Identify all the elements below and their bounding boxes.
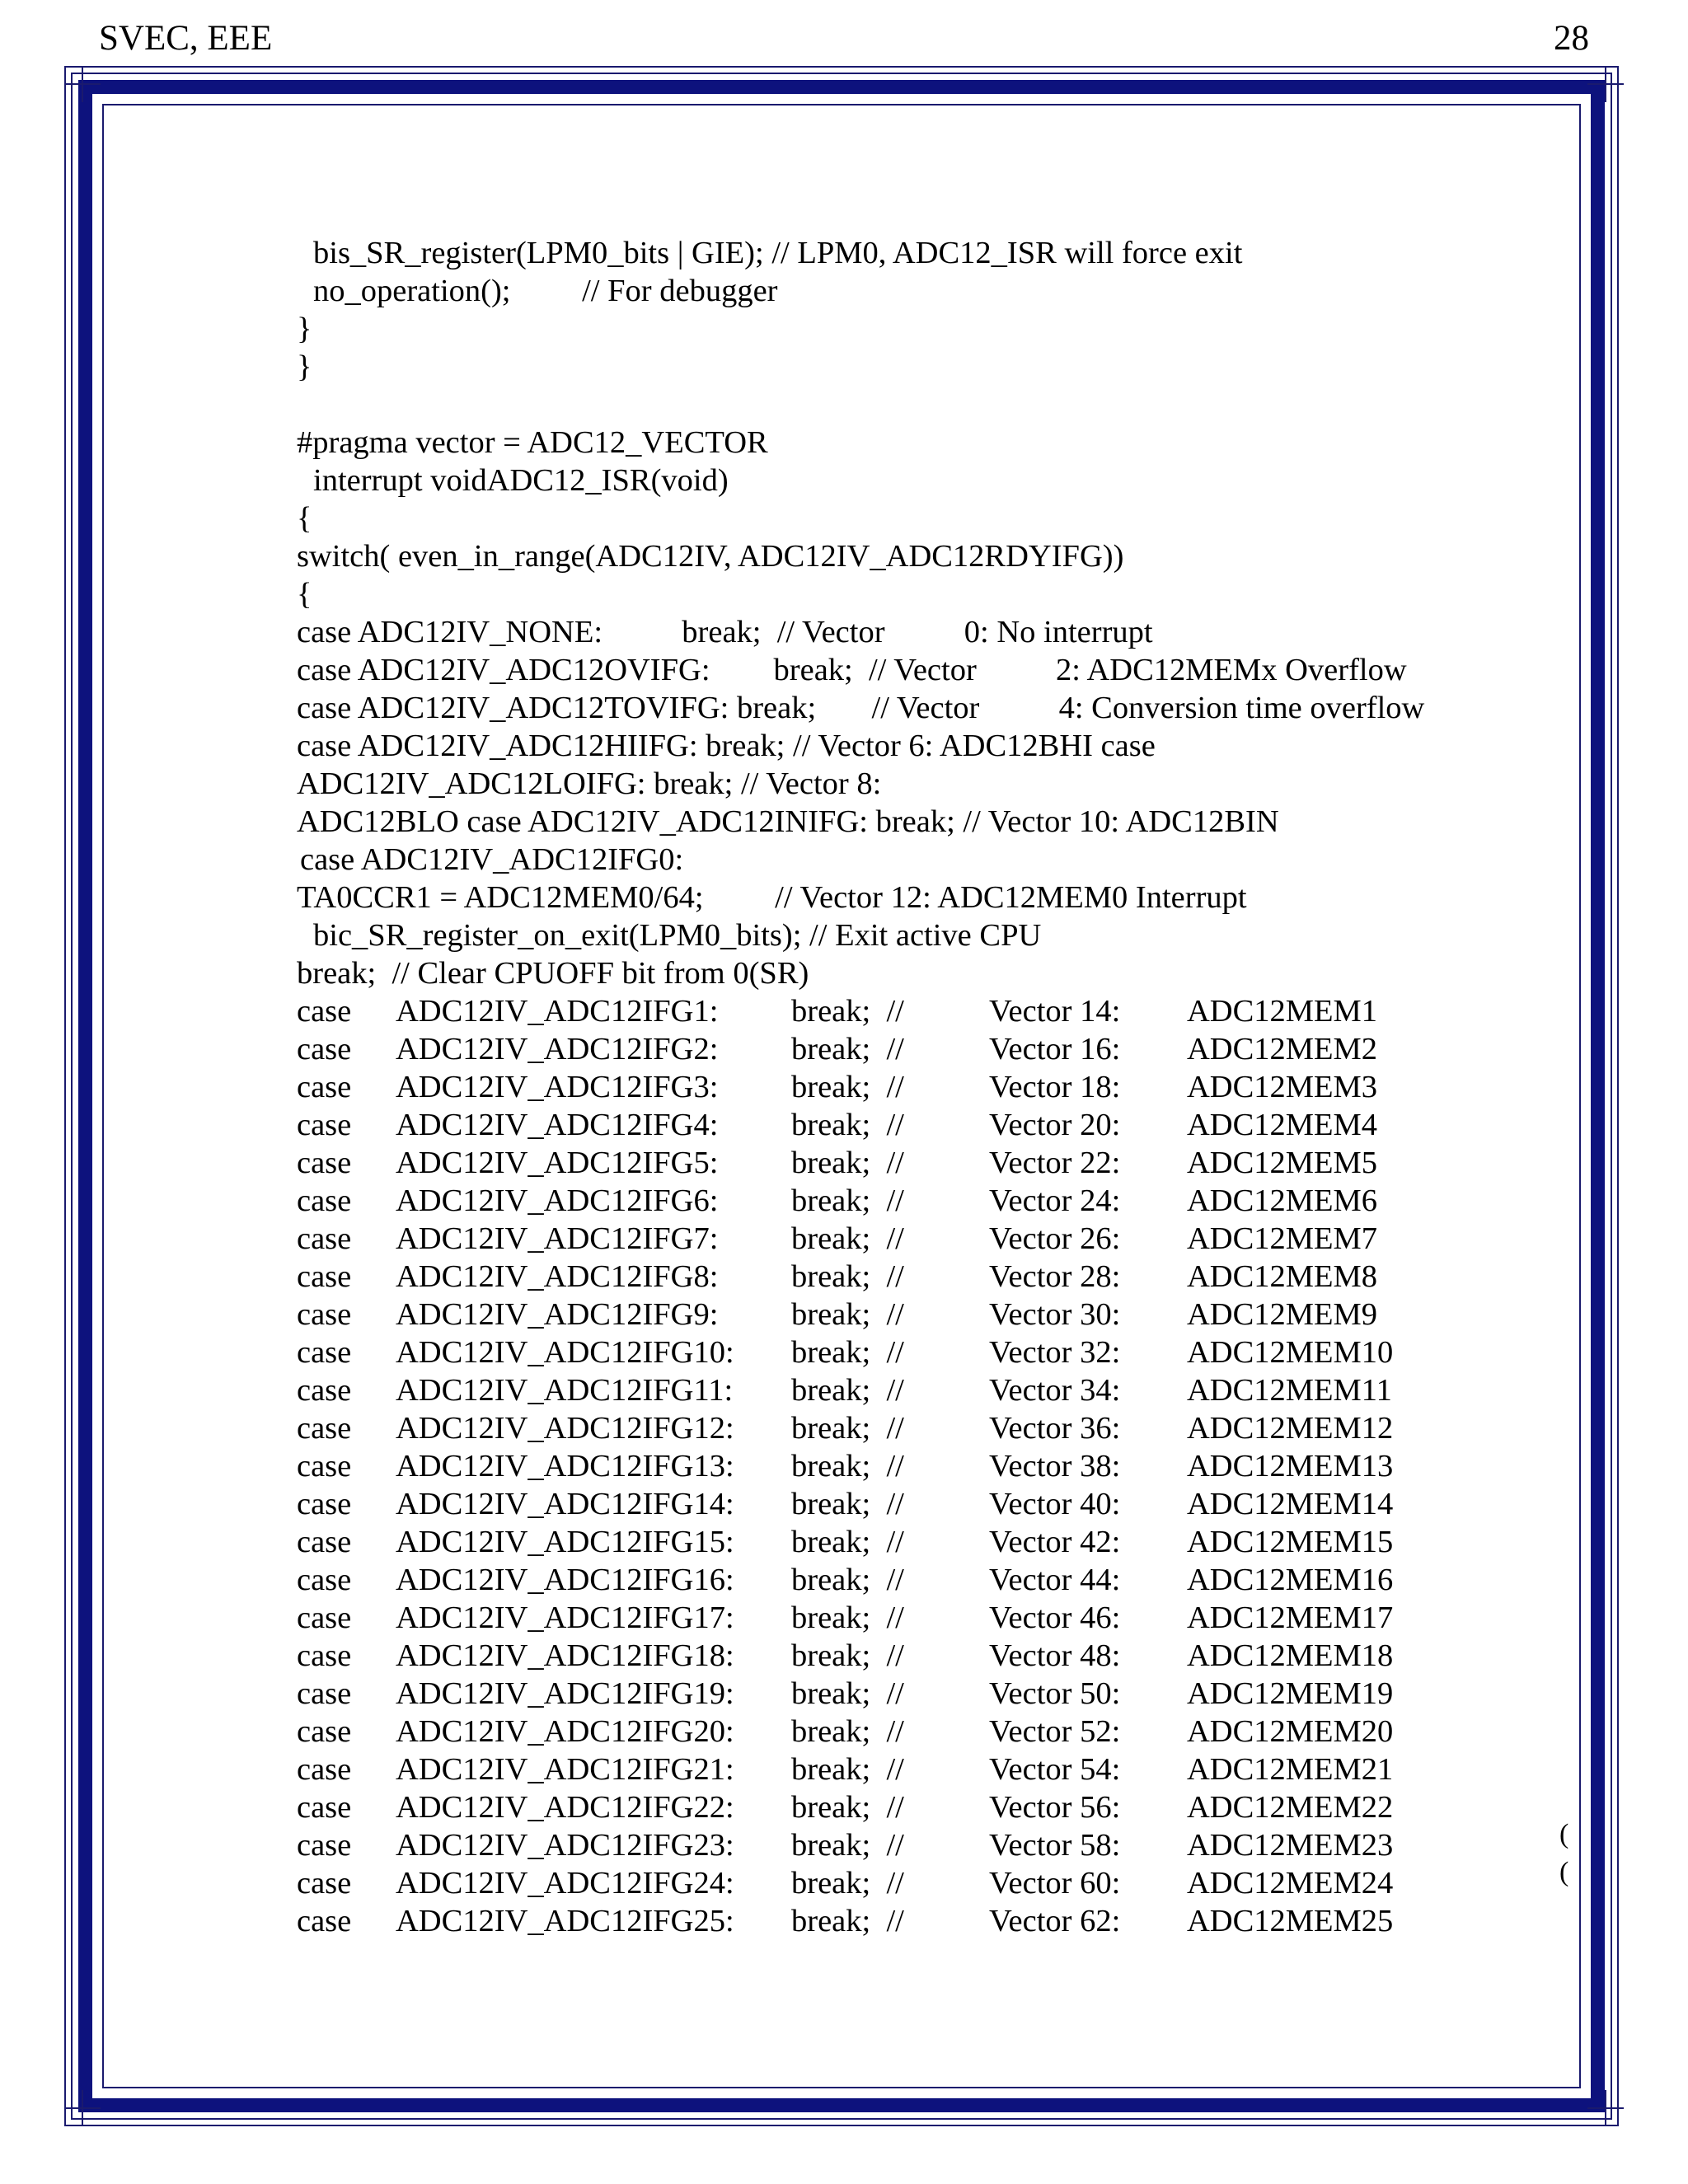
case-label: ADC12IV_ADC12IFG17:	[396, 1601, 734, 1635]
case-label: ADC12IV_ADC12IFG1:	[396, 994, 719, 1029]
case-label: ADC12IV_ADC12IFG21:	[396, 1752, 734, 1787]
code-line: {	[297, 501, 312, 536]
case-keyword: case	[297, 1525, 352, 1559]
case-mem: ADC12MEM23	[1187, 1828, 1394, 1863]
case-label: ADC12IV_ADC12IFG14:	[396, 1487, 734, 1521]
case-keyword: case	[297, 1790, 352, 1825]
blank-line	[297, 386, 1550, 424]
case-mem: ADC12MEM14	[1187, 1487, 1394, 1521]
case-keyword: case	[297, 1449, 352, 1483]
case-label: ADC12IV_ADC12IFG3:	[396, 1070, 719, 1104]
case-mem: ADC12MEM1	[1187, 994, 1378, 1029]
case-vector: Vector 30:	[989, 1297, 1121, 1332]
code-line: bis_SR_register(LPM0_bits | GIE); // LPM0, ADC12_ISR will force exit	[313, 236, 1243, 270]
case-keyword: case	[297, 1221, 352, 1256]
case-vector: Vector 42:	[989, 1525, 1121, 1559]
case-vector: Vector 14:	[989, 994, 1121, 1029]
case-mem: ADC12MEM21	[1187, 1752, 1394, 1787]
case-keyword: case	[297, 1487, 352, 1521]
case-label: ADC12IV_ADC12IFG2:	[396, 1032, 719, 1066]
case-row	[297, 1220, 1550, 1258]
case-row	[297, 1030, 1550, 1068]
case-row	[297, 1902, 1550, 1940]
case-break: break; //	[791, 1563, 904, 1597]
case-keyword: case	[297, 1714, 352, 1749]
case-break: break; //	[791, 1866, 904, 1900]
case-break: break; //	[791, 1221, 904, 1256]
case-mem: ADC12MEM12	[1187, 1411, 1394, 1446]
case-keyword: case	[297, 1070, 352, 1104]
case-keyword: case	[297, 1183, 352, 1218]
case-vector: Vector 48:	[989, 1638, 1121, 1673]
case-keyword: case	[297, 1563, 352, 1597]
case-vector: Vector 46:	[989, 1601, 1121, 1635]
code-line: case ADC12IV_ADC12HIIFG: break; // Vector 6: ADC12BHI case	[297, 729, 1156, 763]
case-keyword: case	[297, 1108, 352, 1142]
case-row	[297, 1258, 1550, 1296]
case-break: break; //	[791, 1183, 904, 1218]
case-label: ADC12IV_ADC12IFG15:	[396, 1525, 734, 1559]
case-label: ADC12IV_ADC12IFG9:	[396, 1297, 719, 1332]
case-row	[297, 1523, 1550, 1561]
case-vector: Vector 44:	[989, 1563, 1121, 1597]
case-label: ADC12IV_ADC12IFG11:	[396, 1373, 734, 1408]
case-break: break; //	[791, 1638, 904, 1673]
case-mem: ADC12MEM13	[1187, 1449, 1394, 1483]
code-line: ADC12IV_ADC12LOIFG: break; // Vector 8:	[297, 766, 882, 801]
case-row	[297, 1371, 1550, 1409]
case-break: break; //	[791, 1259, 904, 1294]
case-keyword: case	[297, 1828, 352, 1863]
code-line: #pragma vector = ADC12_VECTOR	[297, 425, 768, 460]
case-mem: ADC12MEM18	[1187, 1638, 1394, 1673]
case-mem: ADC12MEM5	[1187, 1146, 1378, 1180]
case-label: ADC12IV_ADC12IFG24:	[396, 1866, 734, 1900]
case-mem: ADC12MEM3	[1187, 1070, 1378, 1104]
case-vector: Vector 40:	[989, 1487, 1121, 1521]
case-row	[297, 1182, 1550, 1220]
case-vector: Vector 56:	[989, 1790, 1121, 1825]
case-vector: Vector 28:	[989, 1259, 1121, 1294]
case-mem: ADC12MEM15	[1187, 1525, 1394, 1559]
case-keyword: case	[297, 1297, 352, 1332]
case-mem: ADC12MEM2	[1187, 1032, 1378, 1066]
case-break: break; //	[791, 1032, 904, 1066]
case-mem: ADC12MEM11	[1187, 1373, 1392, 1408]
case-vector: Vector 52:	[989, 1714, 1121, 1749]
case-keyword: case	[297, 1866, 352, 1900]
case-row	[297, 1409, 1550, 1447]
case-keyword: case	[297, 994, 352, 1029]
case-vector: Vector 20:	[989, 1108, 1121, 1142]
case-label: ADC12IV_ADC12IFG7:	[396, 1221, 719, 1256]
case-row	[297, 1485, 1550, 1523]
case-row	[297, 1447, 1550, 1485]
case-mem: ADC12MEM25	[1187, 1904, 1394, 1938]
case-vector: Vector 60:	[989, 1866, 1121, 1900]
case-keyword: case	[297, 1411, 352, 1446]
case-mem: ADC12MEM19	[1187, 1676, 1394, 1711]
case-row	[297, 1788, 1550, 1826]
code-line: ADC12BLO case ADC12IV_ADC12INIFG: break; // Vector 10: ADC12BIN	[297, 804, 1279, 839]
case-mem: ADC12MEM9	[1187, 1297, 1378, 1332]
case-row	[297, 1750, 1550, 1788]
case-label: ADC12IV_ADC12IFG16:	[396, 1563, 734, 1597]
case-vector: Vector 18:	[989, 1070, 1121, 1104]
case-row	[297, 1296, 1550, 1333]
case-vector: Vector 16:	[989, 1032, 1121, 1066]
case-break: break; //	[791, 1676, 904, 1711]
case-label: ADC12IV_ADC12IFG12:	[396, 1411, 734, 1446]
case-mem: ADC12MEM4	[1187, 1108, 1378, 1142]
case-keyword: case	[297, 1146, 352, 1180]
case-vector: Vector 50:	[989, 1676, 1121, 1711]
border-corner-ornament	[64, 66, 101, 102]
case-label: ADC12IV_ADC12IFG8:	[396, 1259, 719, 1294]
case-vector: Vector 24:	[989, 1183, 1121, 1218]
case-row	[297, 1637, 1550, 1675]
case-vector: Vector 36:	[989, 1411, 1121, 1446]
code-block-top	[297, 234, 1550, 386]
case-vector: Vector 22:	[989, 1146, 1121, 1180]
case-label: ADC12IV_ADC12IFG22:	[396, 1790, 734, 1825]
margin-mark: (	[1559, 1819, 1569, 1849]
code-line: break; // Clear CPUOFF bit from 0(SR)	[297, 956, 809, 991]
code-line: case ADC12IV_ADC12TOVIFG: break; // Vector 4: Conversion time overflow	[297, 691, 1425, 725]
border-corner-ornament	[64, 2090, 101, 2126]
border-corner-ornament	[1587, 2090, 1624, 2126]
code-block-isr	[297, 424, 1550, 992]
code-line: TA0CCR1 = ADC12MEM0/64; // Vector 12: ADC12MEM0 Interrupt	[297, 880, 1247, 915]
case-break: break; //	[791, 1790, 904, 1825]
code-line: {	[297, 577, 312, 612]
case-row	[297, 1713, 1550, 1750]
case-vector: Vector 34:	[989, 1373, 1121, 1408]
case-label: ADC12IV_ADC12IFG13:	[396, 1449, 734, 1483]
case-label: ADC12IV_ADC12IFG23:	[396, 1828, 734, 1863]
case-mem: ADC12MEM17	[1187, 1601, 1394, 1635]
case-break: break; //	[791, 1904, 904, 1938]
header-title: SVEC, EEE	[99, 19, 273, 58]
case-keyword: case	[297, 1335, 352, 1370]
case-mem: ADC12MEM7	[1187, 1221, 1378, 1256]
case-keyword: case	[297, 1904, 352, 1938]
case-row	[297, 1561, 1550, 1599]
code-listing	[297, 234, 1550, 1940]
case-label: ADC12IV_ADC12IFG6:	[396, 1183, 719, 1218]
code-line: interrupt voidADC12_ISR(void)	[313, 463, 729, 498]
case-row	[297, 1144, 1550, 1182]
case-label: ADC12IV_ADC12IFG20:	[396, 1714, 734, 1749]
code-line: }	[297, 312, 312, 346]
case-break: break; //	[791, 1828, 904, 1863]
case-break: break; //	[791, 994, 904, 1029]
case-mem: ADC12MEM22	[1187, 1790, 1394, 1825]
code-line: case ADC12IV_NONE: break; // Vector 0: No interrupt	[297, 615, 1153, 649]
case-mem: ADC12MEM10	[1187, 1335, 1394, 1370]
case-row	[297, 1826, 1550, 1864]
case-mem: ADC12MEM24	[1187, 1866, 1394, 1900]
case-label: ADC12IV_ADC12IFG25:	[396, 1904, 734, 1938]
case-break: break; //	[791, 1752, 904, 1787]
case-vector: Vector 38:	[989, 1449, 1121, 1483]
case-mem: ADC12MEM16	[1187, 1563, 1394, 1597]
case-mem: ADC12MEM20	[1187, 1714, 1394, 1749]
case-break: break; //	[791, 1335, 904, 1370]
case-break: break; //	[791, 1714, 904, 1749]
case-keyword: case	[297, 1638, 352, 1673]
case-row	[297, 1599, 1550, 1637]
case-vector: Vector 26:	[989, 1221, 1121, 1256]
case-break: break; //	[791, 1070, 904, 1104]
case-break: break; //	[791, 1487, 904, 1521]
case-row	[297, 1068, 1550, 1106]
page-number: 28	[1554, 19, 1589, 58]
case-break: break; //	[791, 1411, 904, 1446]
code-line: case ADC12IV_ADC12IFG0:	[300, 842, 684, 877]
case-break: break; //	[791, 1108, 904, 1142]
case-keyword: case	[297, 1601, 352, 1635]
case-break: break; //	[791, 1373, 904, 1408]
case-row	[297, 1864, 1550, 1902]
border-corner-ornament	[1587, 66, 1624, 102]
case-vector: Vector 62:	[989, 1904, 1121, 1938]
code-line: }	[297, 349, 312, 384]
code-line: no_operation(); // For debugger	[313, 274, 778, 308]
case-keyword: case	[297, 1676, 352, 1711]
case-row	[297, 1106, 1550, 1144]
case-keyword: case	[297, 1259, 352, 1294]
case-label: ADC12IV_ADC12IFG10:	[396, 1335, 734, 1370]
case-row	[297, 992, 1550, 1030]
case-keyword: case	[297, 1373, 352, 1408]
case-label: ADC12IV_ADC12IFG4:	[396, 1108, 719, 1142]
case-break: break; //	[791, 1525, 904, 1559]
case-vector: Vector 32:	[989, 1335, 1121, 1370]
case-row	[297, 1675, 1550, 1713]
margin-mark: (	[1559, 1857, 1569, 1887]
case-break: break; //	[791, 1297, 904, 1332]
case-label: ADC12IV_ADC12IFG18:	[396, 1638, 734, 1673]
case-row	[297, 1333, 1550, 1371]
case-keyword: case	[297, 1752, 352, 1787]
case-label: ADC12IV_ADC12IFG19:	[396, 1676, 734, 1711]
case-label: ADC12IV_ADC12IFG5:	[396, 1146, 719, 1180]
code-line: switch( even_in_range(ADC12IV, ADC12IV_ADC12RDYIFG))	[297, 539, 1124, 574]
case-vector: Vector 58:	[989, 1828, 1121, 1863]
case-break: break; //	[791, 1449, 904, 1483]
case-table	[297, 992, 1550, 1940]
case-vector: Vector 54:	[989, 1752, 1121, 1787]
code-line: case ADC12IV_ADC12OVIFG: break; // Vector 2: ADC12MEMx Overflow	[297, 653, 1407, 687]
case-break: break; //	[791, 1146, 904, 1180]
case-mem: ADC12MEM8	[1187, 1259, 1378, 1294]
case-break: break; //	[791, 1601, 904, 1635]
code-line: bic_SR_register_on_exit(LPM0_bits); // Exit active CPU	[313, 918, 1042, 953]
case-keyword: case	[297, 1032, 352, 1066]
case-mem: ADC12MEM6	[1187, 1183, 1378, 1218]
